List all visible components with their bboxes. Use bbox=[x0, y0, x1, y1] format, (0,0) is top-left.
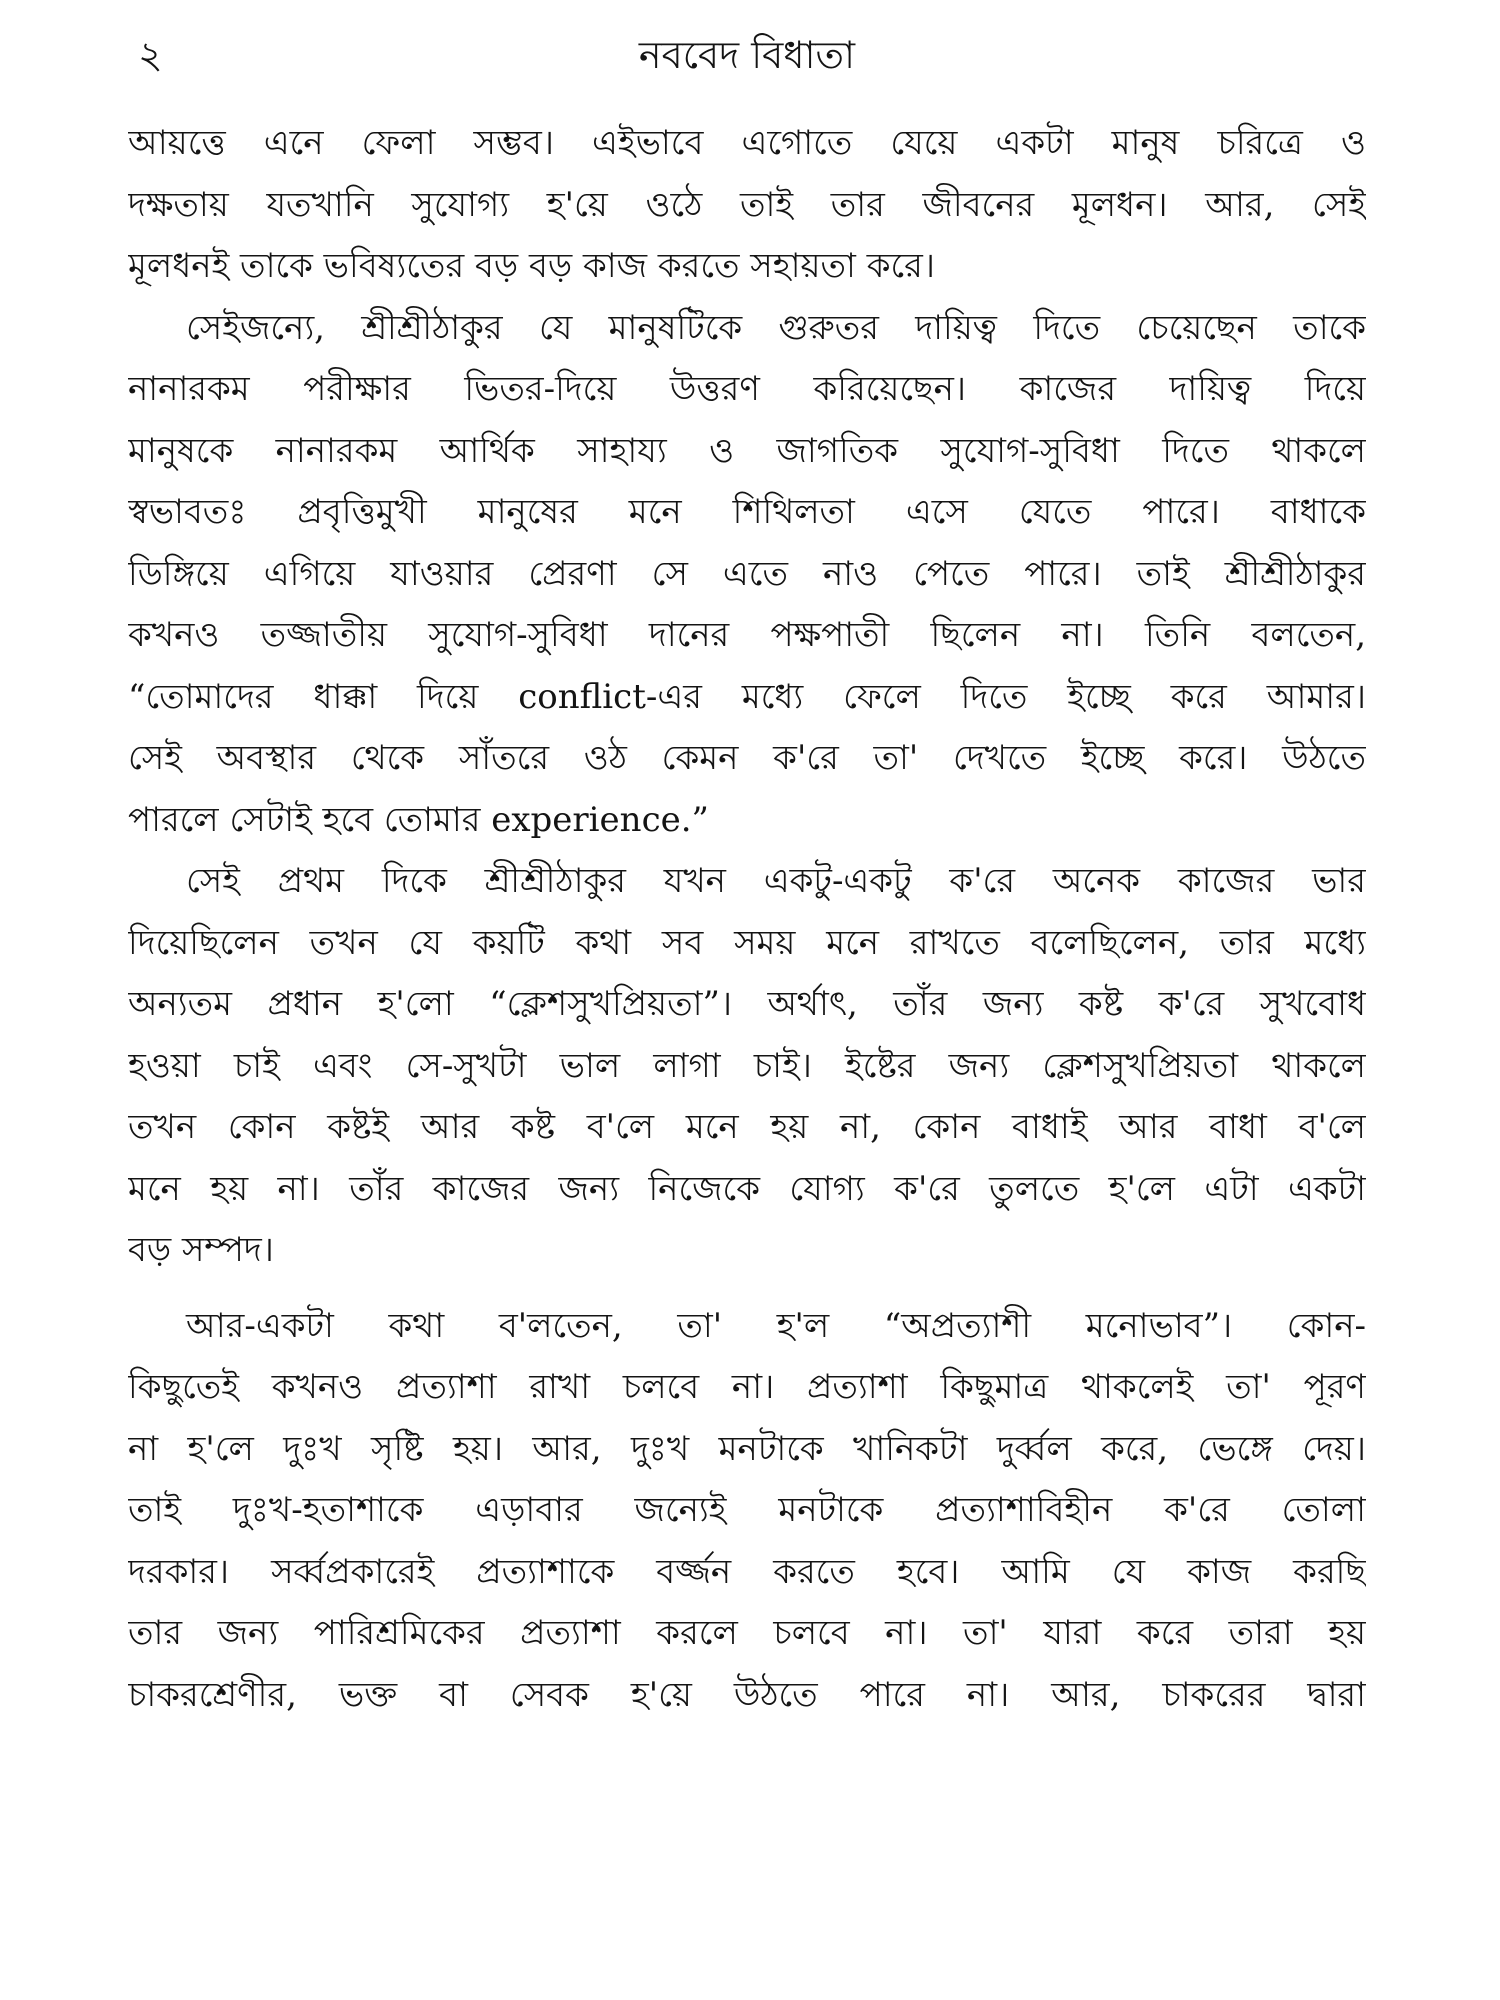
text-line: মূলধনই তাকে ভবিষ্যতের বড় বড় কাজ করতে সহায়তা করে। bbox=[128, 246, 936, 286]
text-line: চাকরশ্রেণীর, ভক্ত বা সেবক হ'য়ে উঠতে পারে না। আর, চাকরের দ্বারা bbox=[128, 1674, 1366, 1715]
text-line: তাই দুঃখ-হতাশাকে এড়াবার জন্যেই মনটাকে প্রত্যাশাবিহীন ক'রে তোলা bbox=[128, 1490, 1366, 1530]
text-line: স্বভাবতঃ প্রবৃত্তিমুখী মানুষের মনে শিথিলতা এসে যেতে পারে। বাধাকে bbox=[128, 492, 1366, 532]
text-line: ডিঙ্গিয়ে এগিয়ে যাওয়ার প্রেরণা সে এতে নাও পেতে পারে। তাই শ্রীশ্রীঠাকুর bbox=[128, 553, 1366, 594]
paragraph-gap bbox=[128, 1282, 1366, 1296]
text-line: পারলে সেটাই হবে তোমার experience.” bbox=[128, 799, 709, 840]
text-line: দক্ষতায় যতখানি সুযোগ্য হ'য়ে ওঠে তাই তার জীবনের মূলধন। আর, সেই bbox=[128, 184, 1366, 225]
book-title: নববেদ বিধাতা bbox=[638, 33, 856, 77]
page-number: ২ bbox=[138, 33, 163, 77]
text-line: হওয়া চাই এবং সে-সুখটা ভাল লাগা চাই। ইষ্টের জন্য ক্লেশসুখপ্রিয়তা থাকলে bbox=[128, 1045, 1366, 1086]
text-line: আর-একটা কথা ব'লতেন, তা' হ'ল “অপ্রত্যাশী মনোভাব”। কোন- bbox=[186, 1305, 1366, 1346]
text-line: না হ'লে দুঃখ সৃষ্টি হয়। আর, দুঃখ মনটাকে খানিকটা দুর্ব্বল করে, ভেঙ্গে দেয়। bbox=[128, 1428, 1366, 1469]
text-line: অন্যতম প্রধান হ'লো “ক্লেশসুখপ্রিয়তা”। অর্থাৎ, তাঁর জন্য কষ্ট ক'রে সুখবোধ bbox=[128, 984, 1366, 1024]
text-line: বড় সম্পদ। bbox=[128, 1230, 274, 1270]
text-line: দিয়েছিলেন তখন যে কয়টি কথা সব সময় মনে রাখতে বলেছিলেন, তার মধ্যে bbox=[128, 922, 1366, 963]
running-head bbox=[128, 20, 1366, 90]
text-line: সেই অবস্থার থেকে সাঁতরে ওঠ কেমন ক'রে তা' দেখতে ইচ্ছে করে। উঠতে bbox=[128, 738, 1366, 778]
text-line: সেইজন্যে, শ্রীশ্রীঠাকুর যে মানুষটিকে গুরুতর দায়িত্ব দিতে চেয়েছেন তাকে bbox=[186, 307, 1366, 348]
text-line: কখনও তজ্জাতীয় সুযোগ-সুবিধা দানের পক্ষপাতী ছিলেন না। তিনি বলতেন, bbox=[128, 615, 1366, 655]
body-text bbox=[128, 113, 1366, 1726]
text-line: তার জন্য পারিশ্রমিকের প্রত্যাশা করলে চলবে না। তা' যারা করে তারা হয় bbox=[128, 1613, 1366, 1653]
text-line: তখন কোন কষ্টই আর কষ্ট ব'লে মনে হয় না, কোন বাধাই আর বাধা ব'লে bbox=[128, 1107, 1366, 1147]
text-line: “তোমাদের ধাক্কা দিয়ে conflict-এর মধ্যে ফেলে দিতে ইচ্ছে করে আমার। bbox=[128, 676, 1366, 717]
text-line: মানুষকে নানারকম আর্থিক সাহায্য ও জাগতিক সুযোগ-সুবিধা দিতে থাকলে bbox=[128, 430, 1366, 471]
text-line: সেই প্রথম দিকে শ্রীশ্রীঠাকুর যখন একটু-একটু ক'রে অনেক কাজের ভার bbox=[186, 861, 1366, 901]
text-line: আয়ত্তে এনে ফেলা সম্ভব। এইভাবে এগোতে যেয়ে একটা মানুষ চরিত্রে ও bbox=[128, 123, 1366, 163]
text-line: নানারকম পরীক্ষার ভিতর-দিয়ে উত্তরণ করিয়েছেন। কাজের দায়িত্ব দিয়ে bbox=[128, 369, 1366, 409]
text-line: দরকার। সর্ব্বপ্রকারেই প্রত্যাশাকে বর্জ্জন করতে হবে। আমি যে কাজ করছি bbox=[128, 1551, 1366, 1592]
text-line: মনে হয় না। তাঁর কাজের জন্য নিজেকে যোগ্য ক'রে তুলতে হ'লে এটা একটা bbox=[128, 1168, 1366, 1209]
text-line: কিছুতেই কখনও প্রত্যাশা রাখা চলবে না। প্রত্যাশা কিছুমাত্র থাকলেই তা' পূরণ bbox=[128, 1367, 1366, 1407]
